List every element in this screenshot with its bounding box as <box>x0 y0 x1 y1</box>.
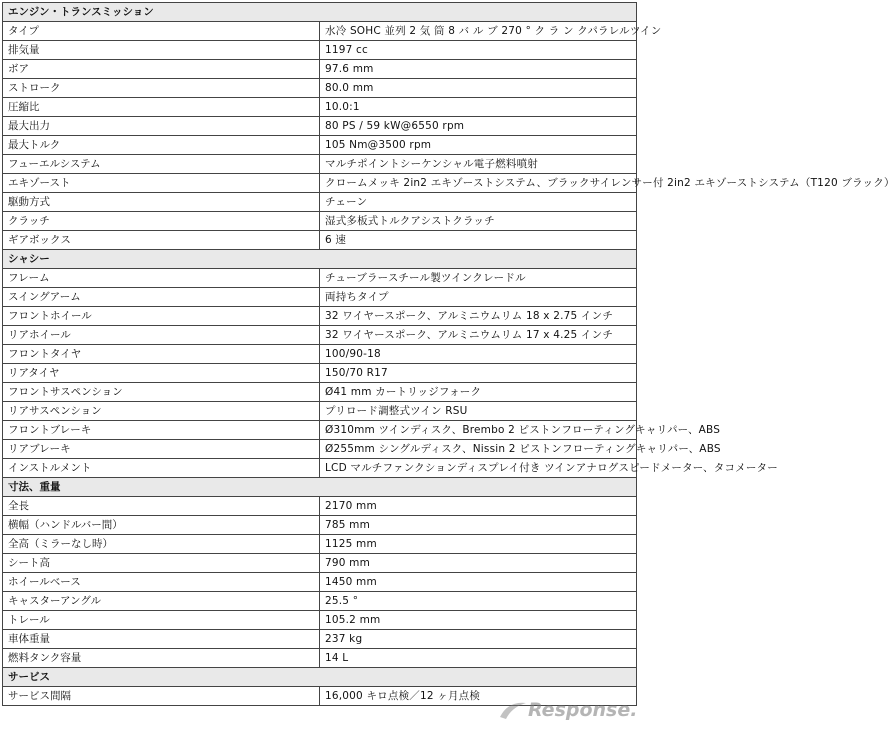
spec-value: 10.0:1 <box>320 98 637 117</box>
spec-value: 1125 mm <box>320 535 637 554</box>
spec-value: 32 ワイヤースポーク、アルミニウムリム 17 x 4.25 インチ <box>320 326 637 345</box>
spec-row <box>3 497 637 516</box>
spec-value: 790 mm <box>320 554 637 573</box>
section-header <box>3 250 637 269</box>
spec-value: Ø255mm シングルディスク、Nissin 2 ピストンフローティングキャリパー、ABS <box>320 440 637 459</box>
spec-label: キャスターアングル <box>3 592 320 611</box>
spec-label: スイングアーム <box>3 288 320 307</box>
spec-row <box>3 231 637 250</box>
spec-label: フレーム <box>3 269 320 288</box>
spec-row <box>3 307 637 326</box>
response-logo-icon <box>498 697 528 725</box>
spec-value: 湿式多板式トルクアシストクラッチ <box>320 212 637 231</box>
spec-label: 最大出力 <box>3 117 320 136</box>
spec-label: 横幅（ハンドルバー間） <box>3 516 320 535</box>
spec-row <box>3 193 637 212</box>
spec-label: リアブレーキ <box>3 440 320 459</box>
spec-label: リアサスペンション <box>3 402 320 421</box>
spec-value: 80.0 mm <box>320 79 637 98</box>
spec-row <box>3 212 637 231</box>
spec-row <box>3 459 637 478</box>
spec-row <box>3 22 637 41</box>
spec-value: クロームメッキ 2in2 エキゾーストシステム、ブラックサイレンサー付 2in2 エキゾーストシステム（T120 ブラック） <box>320 174 637 193</box>
spec-row <box>3 79 637 98</box>
spec-label: フロントタイヤ <box>3 345 320 364</box>
spec-value: 25.5 ° <box>320 592 637 611</box>
spec-value: 100/90-18 <box>320 345 637 364</box>
spec-value: マルチポイントシーケンシャル電子燃料噴射 <box>320 155 637 174</box>
spec-label: サービス間隔 <box>3 687 320 706</box>
watermark-text: Response. <box>528 699 638 721</box>
response-watermark <box>498 697 638 725</box>
spec-label: フロントホイール <box>3 307 320 326</box>
section-header <box>3 668 637 687</box>
spec-value: 1197 cc <box>320 41 637 60</box>
section-header <box>3 3 637 22</box>
spec-label: 全長 <box>3 497 320 516</box>
spec-row <box>3 592 637 611</box>
spec-value: 14 L <box>320 649 637 668</box>
spec-row <box>3 364 637 383</box>
spec-row <box>3 288 637 307</box>
section-header <box>3 478 637 497</box>
section-title: エンジン・トランスミッション <box>3 3 637 22</box>
spec-value: 80 PS / 59 kW@6550 rpm <box>320 117 637 136</box>
spec-value: Ø41 mm カートリッジフォーク <box>320 383 637 402</box>
spec-label: 圧縮比 <box>3 98 320 117</box>
spec-label: ギアボックス <box>3 231 320 250</box>
spec-row <box>3 630 637 649</box>
spec-value: 785 mm <box>320 516 637 535</box>
spec-value: Ø310mm ツインディスク、Brembo 2 ピストンフローティングキャリパー、ABS <box>320 421 637 440</box>
section-title: 寸法、重量 <box>3 478 637 497</box>
spec-table <box>2 2 895 706</box>
spec-row <box>3 326 637 345</box>
spec-value: 1450 mm <box>320 573 637 592</box>
spec-label: リアホイール <box>3 326 320 345</box>
spec-row <box>3 535 637 554</box>
section-title: サービス <box>3 668 637 687</box>
spec-value: 105 Nm@3500 rpm <box>320 136 637 155</box>
spec-row <box>3 573 637 592</box>
spec-value: 32 ワイヤースポーク、アルミニウムリム 18 x 2.75 インチ <box>320 307 637 326</box>
spec-row <box>3 440 637 459</box>
spec-row <box>3 60 637 79</box>
spec-row <box>3 421 637 440</box>
spec-label: 車体重量 <box>3 630 320 649</box>
spec-value: 水冷 SOHC 並列 2 気 筒 8 バ ル ブ 270 ° ク ラ ン クパラレルツイン <box>320 22 637 41</box>
spec-value: プリロード調整式ツイン RSU <box>320 402 637 421</box>
spec-value: チューブラースチール製ツインクレードル <box>320 269 637 288</box>
spec-row <box>3 383 637 402</box>
spec-row <box>3 117 637 136</box>
spec-label: ストローク <box>3 79 320 98</box>
spec-label: タイプ <box>3 22 320 41</box>
spec-row <box>3 98 637 117</box>
spec-row <box>3 136 637 155</box>
spec-label: エキゾースト <box>3 174 320 193</box>
spec-label: インストルメント <box>3 459 320 478</box>
spec-value: 6 速 <box>320 231 637 250</box>
spec-label: ホイールベース <box>3 573 320 592</box>
spec-label: 全高（ミラーなし時） <box>3 535 320 554</box>
spec-row <box>3 269 637 288</box>
spec-row <box>3 402 637 421</box>
spec-row <box>3 554 637 573</box>
spec-label: 排気量 <box>3 41 320 60</box>
section-title: シャシー <box>3 250 637 269</box>
spec-row <box>3 41 637 60</box>
spec-value: 237 kg <box>320 630 637 649</box>
spec-value: 2170 mm <box>320 497 637 516</box>
spec-label: クラッチ <box>3 212 320 231</box>
spec-row <box>3 611 637 630</box>
spec-value: 150/70 R17 <box>320 364 637 383</box>
spec-label: 燃料タンク容量 <box>3 649 320 668</box>
spec-label: 最大トルク <box>3 136 320 155</box>
spec-row <box>3 345 637 364</box>
spec-value: 両持ちタイプ <box>320 288 637 307</box>
spec-row <box>3 155 637 174</box>
spec-value: 97.6 mm <box>320 60 637 79</box>
spec-value: 16,000 キロ点検／12 ヶ月点検 <box>320 687 637 706</box>
spec-row <box>3 516 637 535</box>
spec-label: フロントサスペンション <box>3 383 320 402</box>
spec-label: フロントブレーキ <box>3 421 320 440</box>
spec-value: チェーン <box>320 193 637 212</box>
spec-row <box>3 649 637 668</box>
spec-label: トレール <box>3 611 320 630</box>
spec-row <box>3 174 637 193</box>
spec-label: リアタイヤ <box>3 364 320 383</box>
spec-label: シート高 <box>3 554 320 573</box>
spec-value: 105.2 mm <box>320 611 637 630</box>
spec-label: フューエルシステム <box>3 155 320 174</box>
spec-label: 駆動方式 <box>3 193 320 212</box>
spec-value: LCD マルチファンクションディスプレイ付き ツインアナログスピードメーター、タコメーター <box>320 459 637 478</box>
spec-label: ボア <box>3 60 320 79</box>
